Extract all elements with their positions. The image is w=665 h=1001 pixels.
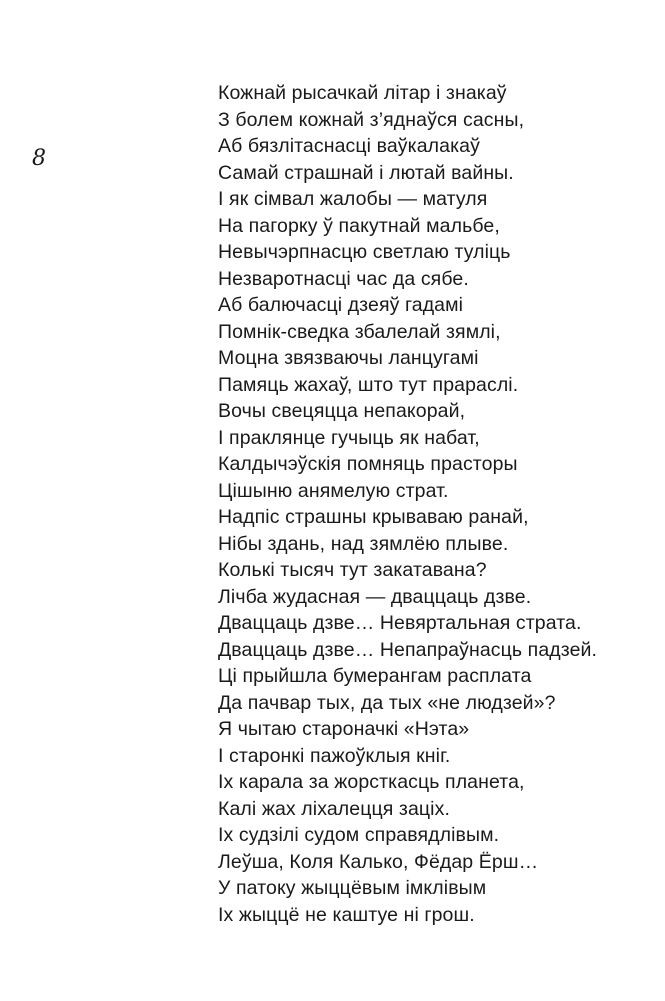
poem-line: Помнік-сведка збалелай зямлі, (218, 320, 501, 343)
poem-line: Дваццаць дзве… Невяртальная страта. (218, 612, 582, 634)
poem-line: Калдычэўскія помняць прасторы (218, 453, 518, 475)
poem-line: На пагорку ў пакутнай мальбе, (218, 214, 500, 237)
poem-line: Я чытаю староначкі «Нэта» (218, 718, 470, 740)
poem-line: Вочы свецяцца непакорай, (218, 400, 466, 422)
poem-line: Леўша, Коля Калько, Фёдар Ёрш… (218, 850, 539, 873)
poem-line: Памяць жахаў, што тут прараслі. (218, 373, 519, 396)
poem-line: І старонкі пажоўклыя кніг. (218, 744, 451, 767)
poem-line: Іх жыццё не каштуе ні грош. (218, 903, 475, 926)
stanza-1 (218, 80, 638, 186)
stanza-5 (218, 504, 638, 610)
poem-line: І як сімвал жалобы — матуля (218, 188, 488, 210)
poem-line: Нібы здань, над зямлёю плыве. (218, 532, 509, 555)
poem-line: Іх карала за жорсткасць планета, (218, 771, 525, 793)
poem-line: Надпіс страшны крываваю ранай, (218, 506, 529, 528)
poem-line: Незваротнасці час да сябе. (218, 267, 469, 290)
poem-line: Невычэрпнасцю светлаю туліць (218, 241, 511, 263)
poem-line: З болем кожнай з’яднаўся сасны, (218, 108, 525, 131)
poem-line: Лічба жудасная — дваццаць дзве. (218, 585, 532, 608)
poem-line: Ці прыйшла бумерангам расплата (218, 665, 532, 687)
poem-line: Да пачвар тых, да тых «не людзей»? (218, 691, 556, 714)
stanza-8 (218, 822, 638, 928)
stanza-7 (218, 716, 638, 822)
poem-line: Аб бязлітаснасці ваўкалакаў (218, 135, 480, 157)
poem-line: У патоку жыццёвым імклівым (218, 877, 487, 899)
poem-line: Калі жах ліхалецця заціх. (218, 797, 450, 820)
poem-line: Аб балючасці дзеяў гадамі (218, 294, 464, 316)
poem-line: Колькі тысяч тут закатавана? (218, 559, 487, 581)
poem-line: Цішыню анямелую страт. (218, 479, 449, 502)
stanza-3 (218, 292, 638, 398)
poem (218, 80, 638, 928)
poem-line: Моцна звязваючы ланцугамі (218, 347, 479, 369)
poem-line: Самай страшнай і лютай вайны. (218, 161, 514, 184)
page-number: 8 (32, 146, 46, 171)
poem-line: Іх судзілі судом справядлівым. (218, 824, 500, 846)
stanza-4 (218, 398, 638, 504)
stanza-2 (218, 186, 638, 292)
poem-line: Дваццаць дзве… Непапраўнасць падзей. (218, 638, 598, 661)
poem-line: Кожнай рысачкай літар і знакаў (218, 82, 507, 104)
poem-line: І праклянце гучыць як набат, (218, 426, 480, 449)
stanza-6 (218, 610, 638, 716)
